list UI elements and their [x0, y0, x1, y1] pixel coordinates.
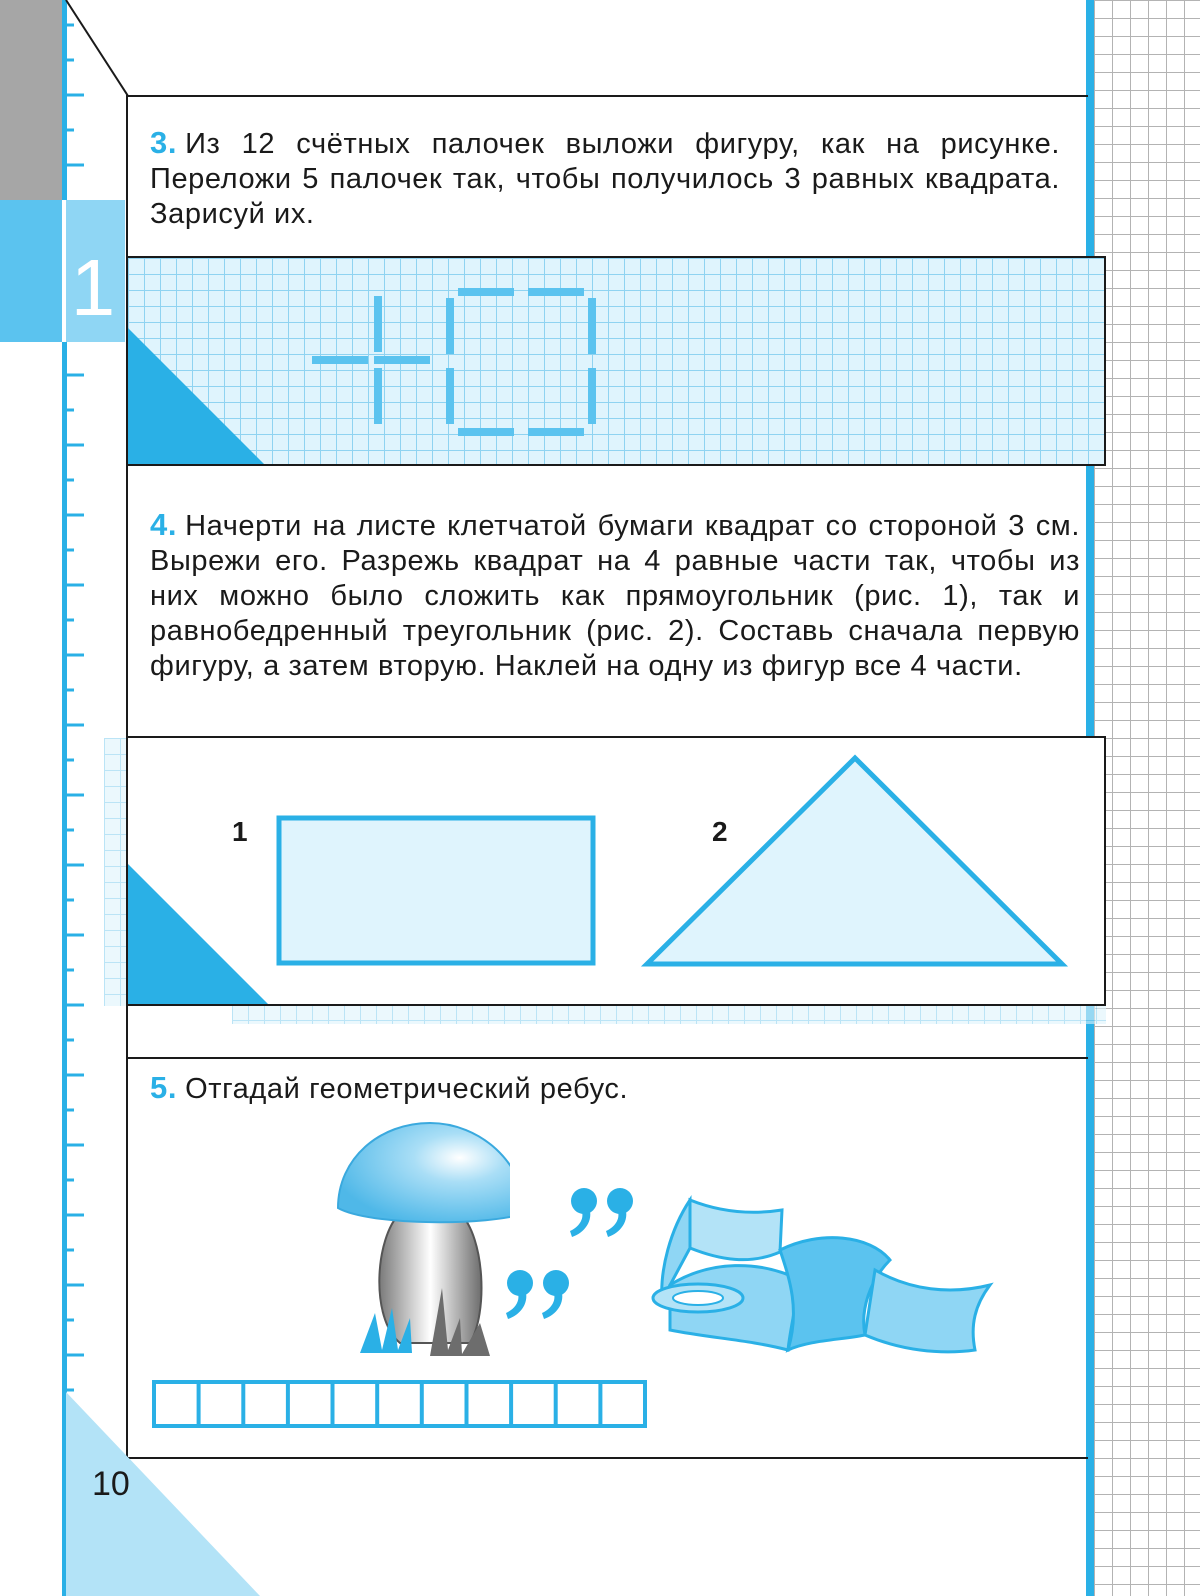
- figures: [128, 738, 1106, 1006]
- task-4-figure-box: [126, 736, 1106, 1006]
- figure-2-label: 2: [712, 816, 728, 847]
- task-3-number: 3.: [150, 125, 178, 160]
- page-fold-diagonal: [62, 0, 132, 100]
- frame-bottom-line: [126, 1457, 1088, 1459]
- left-grid-strip: [104, 738, 128, 1006]
- right-grid-paper: [1094, 0, 1200, 1596]
- matchsticks-figure: [128, 258, 1106, 466]
- section-divider: [126, 1057, 1088, 1059]
- task-4-number: 4.: [150, 507, 178, 542]
- sidebar-gray-block: [0, 0, 62, 200]
- task-5-text: 5. Отгадай геометрический ребус.: [150, 1070, 629, 1105]
- task-3-grid-box: [126, 256, 1106, 466]
- chapter-number: 1: [70, 243, 116, 332]
- figure-1-label: 1: [232, 816, 248, 847]
- rebus-ribbon: [650, 1190, 1000, 1360]
- rebus-commas: [496, 1185, 646, 1325]
- task-3-text: 3. Из 12 счётных палочек выложи фигуру, как на рисунке. Переложи 5 палочек так, чтобы получилось 3 равных квадрата. Зарисуй их.: [150, 125, 1060, 230]
- frame-top-line: [126, 95, 1088, 97]
- bottom-grid-strip: [232, 1004, 1106, 1024]
- rectangle-figure: [279, 818, 593, 963]
- task-4-text: 4. Начерти на листе клетчатой бумаги квадрат со стороной 3 см. Вырежи его. Разрежь квадрат на 4 равные части так, чтобы из них можно было сложить как прямоугольник (рис. 1), так и равнобедренный треугольник (рис. 2). Составь сначала первую фигуру, а затем вторую. Наклей на одну из фигур все 4 части.: [150, 507, 1080, 682]
- page-number: 10: [92, 1465, 130, 1503]
- task-5-number: 5.: [150, 1070, 178, 1105]
- triangle-figure: [647, 758, 1062, 964]
- rebus-mushroom: [330, 1118, 510, 1358]
